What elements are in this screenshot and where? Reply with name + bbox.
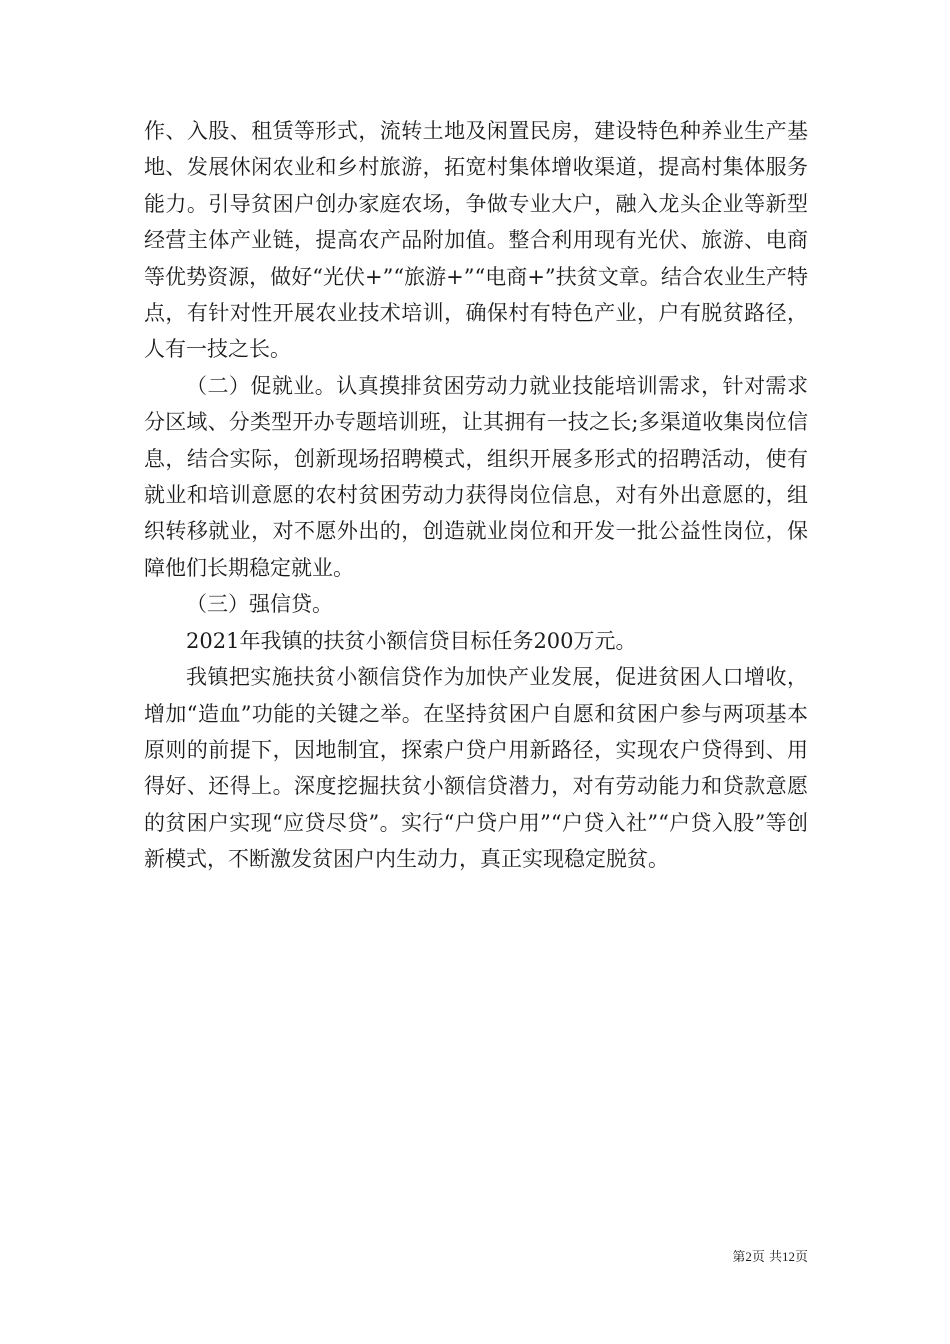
footer-total-pages: 12 <box>781 1249 795 1264</box>
footer-suffix: 页 <box>794 1250 808 1265</box>
footer-middle: 页 共 <box>751 1250 782 1265</box>
paragraph-credit-target: 2021年我镇的扶贫小额信贷目标任务200万元。 <box>186 628 637 653</box>
footer-prefix: 第 <box>732 1250 746 1265</box>
document-body <box>144 113 808 878</box>
heading-credit: （三）强信贷。 <box>186 592 333 617</box>
paragraph-employment: （二）促就业。认真摸排贫困劳动力就业技能培训需求，针对需求分区域、分类型开办专题培训班，让其拥有一技之长;多渠道收集岗位信息，结合实际，创新现场招聘模式，组织开展多形式的招聘活动，使有就业和培训意愿的农村贫困劳动力获得岗位信息，对有外出意愿的，组织转移就业，对不愿外出的，创造就业岗位和开发一批公益性岗位，保障他们长期稳定就业。 <box>144 373 808 580</box>
paragraph-microcredit: 我镇把实施扶贫小额信贷作为加快产业发展，促进贫困人口增收，增加“造血”功能的关键之举。在坚持贫困户自愿和贫困户参与两项基本原则的前提下，因地制宜，探索户贷户用新路径，实现农户贷得到、用得好、还得上。深度挖掘扶贫小额信贷潜力，对有劳动能力和贷款意愿的贫困户实现“应贷尽贷”。实行“户贷户用”“户贷入社”“户贷入股”等创新模式，不断激发贫困户内生动力，真正实现稳定脱贫。 <box>144 665 808 872</box>
footer-current-page: 2 <box>745 1249 752 1264</box>
page-number-footer <box>690 1248 808 1267</box>
paragraph-land-industry: 作、入股、租赁等形式，流转土地及闲置民房，建设特色种养业生产基地、发展休闲农业和乡村旅游，拓宽村集体增收渠道，提高村集体服务能力。引导贫困户创办家庭农场，争做专业大户，融入龙头企业等新型经营主体产业链，提高农产品附加值。整合利用现有光伏、旅游、电商等优势资源，做好“光伏+”“旅游+”“电商+”扶贫文章。结合农业生产特点，有针对性开展农业技术培训，确保村有特色产业，户有脱贫路径，人有一技之长。 <box>144 119 808 362</box>
